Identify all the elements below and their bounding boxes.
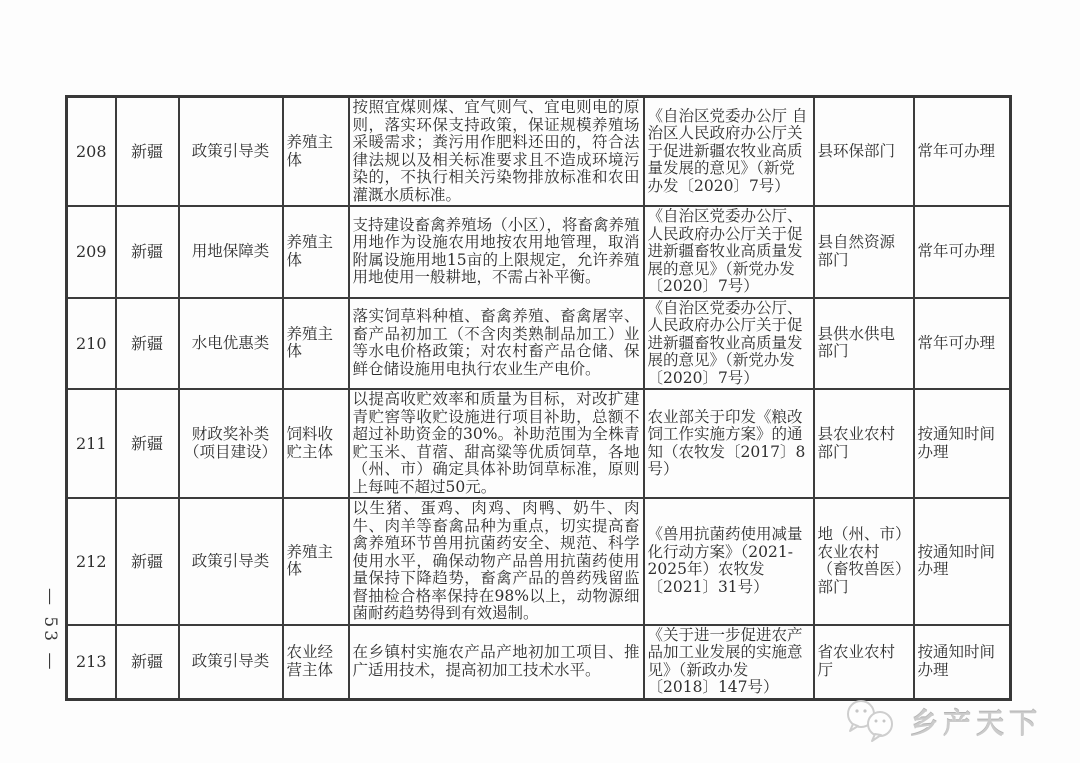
- cell-region: 新疆: [116, 97, 179, 207]
- cell-policy-document: 《自治区党委办公厅 自治区人民政府办公厅关于促进新疆农牧业高质量发展的意见》（新党办发〔2020〕7号）: [644, 97, 814, 207]
- cell-region: 新疆: [116, 389, 179, 498]
- cell-measure: 以提高收贮效率和质量为目标，对改扩建青贮窖等收贮设施进行项目补助，总额不超过补助资金的30%。补助范围为全株青贮玉米、苜蓿、甜高粱等优质饲草，各地（州、市）确定具体补助饲草标准，原则上每吨不超过50元。: [349, 389, 644, 498]
- table-row: [67, 298, 1011, 390]
- cell-subject: 养殖主体: [283, 97, 349, 207]
- cell-measure: 支持建设畜禽养殖场（小区），将畜禽养殖用地作为设施农用地按农用地管理，取消附属设施用地15亩的上限规定，允许养殖用地使用一般耕地，不需占补平衡。: [349, 206, 644, 298]
- cell-schedule: 常年可办理: [914, 97, 1011, 207]
- cell-policy-document: 《兽用抗菌药使用减量化行动方案》（2021-2025年）农牧发〔2021〕31号）: [644, 498, 814, 625]
- cell-policy-category: 水电优惠类: [179, 298, 283, 390]
- cell-region: 新疆: [116, 625, 179, 700]
- cell-measure: 以生猪、蛋鸡、肉鸡、肉鸭、奶牛、肉牛、肉羊等畜禽品种为重点，切实提高畜禽养殖环节兽用抗菌药安全、规范、科学使用水平，确保动物产品兽用抗菌药使用量保持下降趋势，畜禽产品的兽药残留监督抽检合格率保持在98%以上，动物源细菌耐药趋势得到有效遏制。: [349, 498, 644, 625]
- cell-subject: 养殖主体: [283, 298, 349, 390]
- brand-watermark: [842, 697, 1042, 747]
- cell-department: 县农业农村部门: [814, 389, 914, 498]
- brand-text: 乡产天下: [909, 707, 1042, 740]
- cell-policy-category: 用地保障类: [179, 206, 283, 298]
- cell-department: 县自然资源部门: [814, 206, 914, 298]
- cell-schedule: 按通知时间办理: [914, 625, 1011, 700]
- cell-policy-category: 财政奖补类（项目建设）: [179, 389, 283, 498]
- cell-subject: 养殖主体: [283, 206, 349, 298]
- cell-department: 省农业农村厅: [814, 625, 914, 700]
- cell-policy-category: 政策引导类: [179, 498, 283, 625]
- cell-department: 地（州、市）农业农村（畜牧兽医）部门: [814, 498, 914, 625]
- cell-row-number: 208: [67, 97, 116, 207]
- cell-subject: 农业经营主体: [283, 625, 349, 700]
- cell-policy-document: 农业部关于印发《粮改饲工作实施方案》的通知（农牧发〔2017〕8号）: [644, 389, 814, 498]
- cell-department: 县环保部门: [814, 97, 914, 207]
- cell-region: 新疆: [116, 498, 179, 625]
- table-row: [67, 97, 1011, 207]
- table-row: [67, 625, 1011, 700]
- table-row: [67, 206, 1011, 298]
- cell-policy-document: 《自治区党委办公厅、人民政府办公厅关于促进新疆畜牧业高质量发展的意见》（新党办发〔2020〕7号）: [644, 206, 814, 298]
- cell-department: 县供水供电部门: [814, 298, 914, 390]
- cell-region: 新疆: [116, 298, 179, 390]
- cell-policy-document: 《关于进一步促进农产品加工业发展的实施意见》（新政办发〔2018〕147号）: [644, 625, 814, 700]
- cell-policy-category: 政策引导类: [179, 625, 283, 700]
- cell-policy-category: 政策引导类: [179, 97, 283, 207]
- cell-measure: 落实饲草料种植、畜禽养殖、畜禽屠宰、畜产品初加工（不含肉类熟制品加工）业等水电价格政策；对农村畜产品仓储、保鲜仓储设施用电执行农业生产电价。: [349, 298, 644, 390]
- cell-measure: 按照宜煤则煤、宜气则气、宜电则电的原则，落实环保支持政策，保证规模养殖场采暖需求；粪污用作肥料还田的，符合法律法规以及相关标准要求且不造成环境污染的，不执行相关污染物排放标准和农田灌溉水质标准。: [349, 97, 644, 207]
- cell-row-number: 213: [67, 625, 116, 700]
- cell-schedule: 按通知时间办理: [914, 389, 1011, 498]
- cell-schedule: 按通知时间办理: [914, 498, 1011, 625]
- cell-row-number: 212: [67, 498, 116, 625]
- cell-schedule: 常年可办理: [914, 298, 1011, 390]
- cell-subject: 养殖主体: [283, 498, 349, 625]
- table-row: [67, 498, 1011, 625]
- cell-row-number: 209: [67, 206, 116, 298]
- cell-subject: 饲料收贮主体: [283, 389, 349, 498]
- page-number: — 53 —: [40, 588, 60, 673]
- cell-row-number: 211: [67, 389, 116, 498]
- chat-bubbles-icon: [842, 697, 900, 747]
- cell-row-number: 210: [67, 298, 116, 390]
- cell-region: 新疆: [116, 206, 179, 298]
- cell-measure: 在乡镇村实施农产品产地初加工项目、推广适用技术，提高初加工技术水平。: [349, 625, 644, 700]
- policy-table: [65, 95, 1012, 701]
- table-row: [67, 389, 1011, 498]
- cell-schedule: 常年可办理: [914, 206, 1011, 298]
- cell-policy-document: 《自治区党委办公厅、人民政府办公厅关于促进新疆畜牧业高质量发展的意见》（新党办发〔2020〕7号）: [644, 298, 814, 390]
